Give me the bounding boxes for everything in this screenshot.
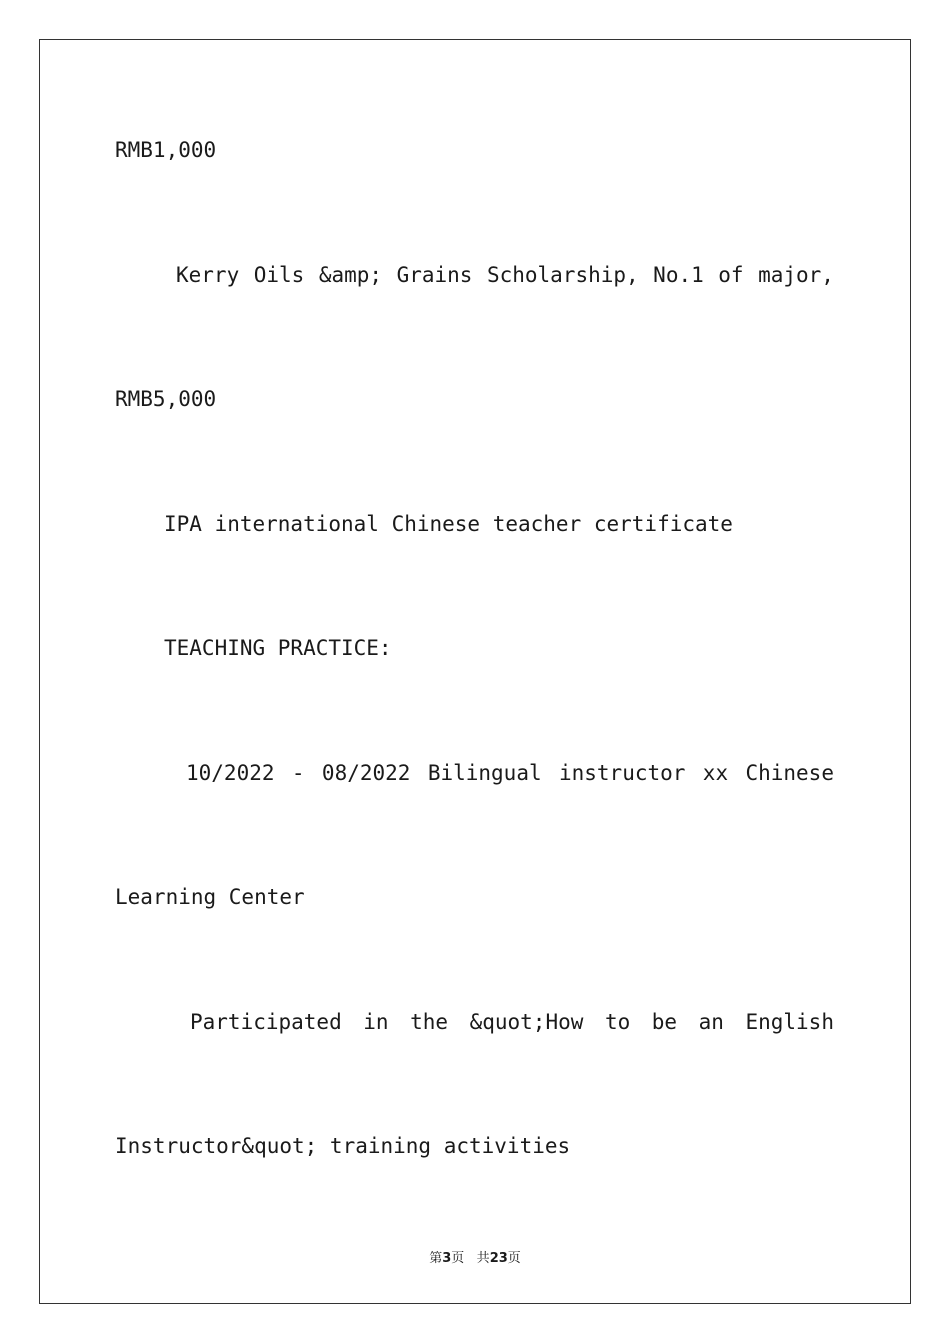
text-line-bilingual-instructor xyxy=(186,761,834,785)
word: an xyxy=(698,1010,724,1034)
word: 08/2022 xyxy=(321,761,411,785)
word: - xyxy=(291,761,305,785)
total-prefix: 共 xyxy=(476,1251,490,1266)
text-line-kerry-scholarship xyxy=(176,263,834,287)
word: Bilingual xyxy=(427,761,542,785)
word: xx xyxy=(702,761,729,785)
word: to xyxy=(604,1010,631,1034)
page-border xyxy=(39,39,911,1304)
text-line-learning-center: Learning Center xyxy=(115,885,305,909)
section-heading-teaching-practice: TEACHING PRACTICE: xyxy=(164,636,392,660)
page-number: 3 xyxy=(442,1251,452,1266)
word: the xyxy=(410,1010,449,1034)
word: instructor xyxy=(558,761,686,785)
word: Scholarship, xyxy=(486,263,639,287)
word: &amp; xyxy=(318,263,383,287)
page-footer xyxy=(0,1247,950,1266)
word: major, xyxy=(758,263,834,287)
page-prefix: 第 xyxy=(429,1251,443,1266)
word: &quot;How xyxy=(469,1010,584,1034)
word: Oils xyxy=(253,263,305,287)
word: 10/2022 xyxy=(186,761,275,785)
word: be xyxy=(651,1010,678,1034)
word: No.1 xyxy=(653,263,704,287)
word: of xyxy=(718,263,744,287)
text-line-participated xyxy=(190,1010,834,1034)
page-suffix: 页 xyxy=(451,1251,465,1266)
word: Participated xyxy=(190,1010,342,1034)
text-line-rmb5000: RMB5,000 xyxy=(115,387,217,411)
word: Kerry xyxy=(176,263,240,287)
word: English xyxy=(745,1010,834,1034)
total-suffix: 页 xyxy=(507,1251,521,1266)
word: Grains xyxy=(396,263,473,287)
word: in xyxy=(363,1010,389,1034)
total-pages: 23 xyxy=(489,1251,508,1266)
text-line-rmb1000: RMB1,000 xyxy=(115,138,217,162)
text-line-ipa-certificate: IPA international Chinese teacher certificate xyxy=(164,512,733,536)
text-line-instructor-training: Instructor&quot; training activities xyxy=(115,1134,571,1158)
word: Chinese xyxy=(745,761,834,785)
